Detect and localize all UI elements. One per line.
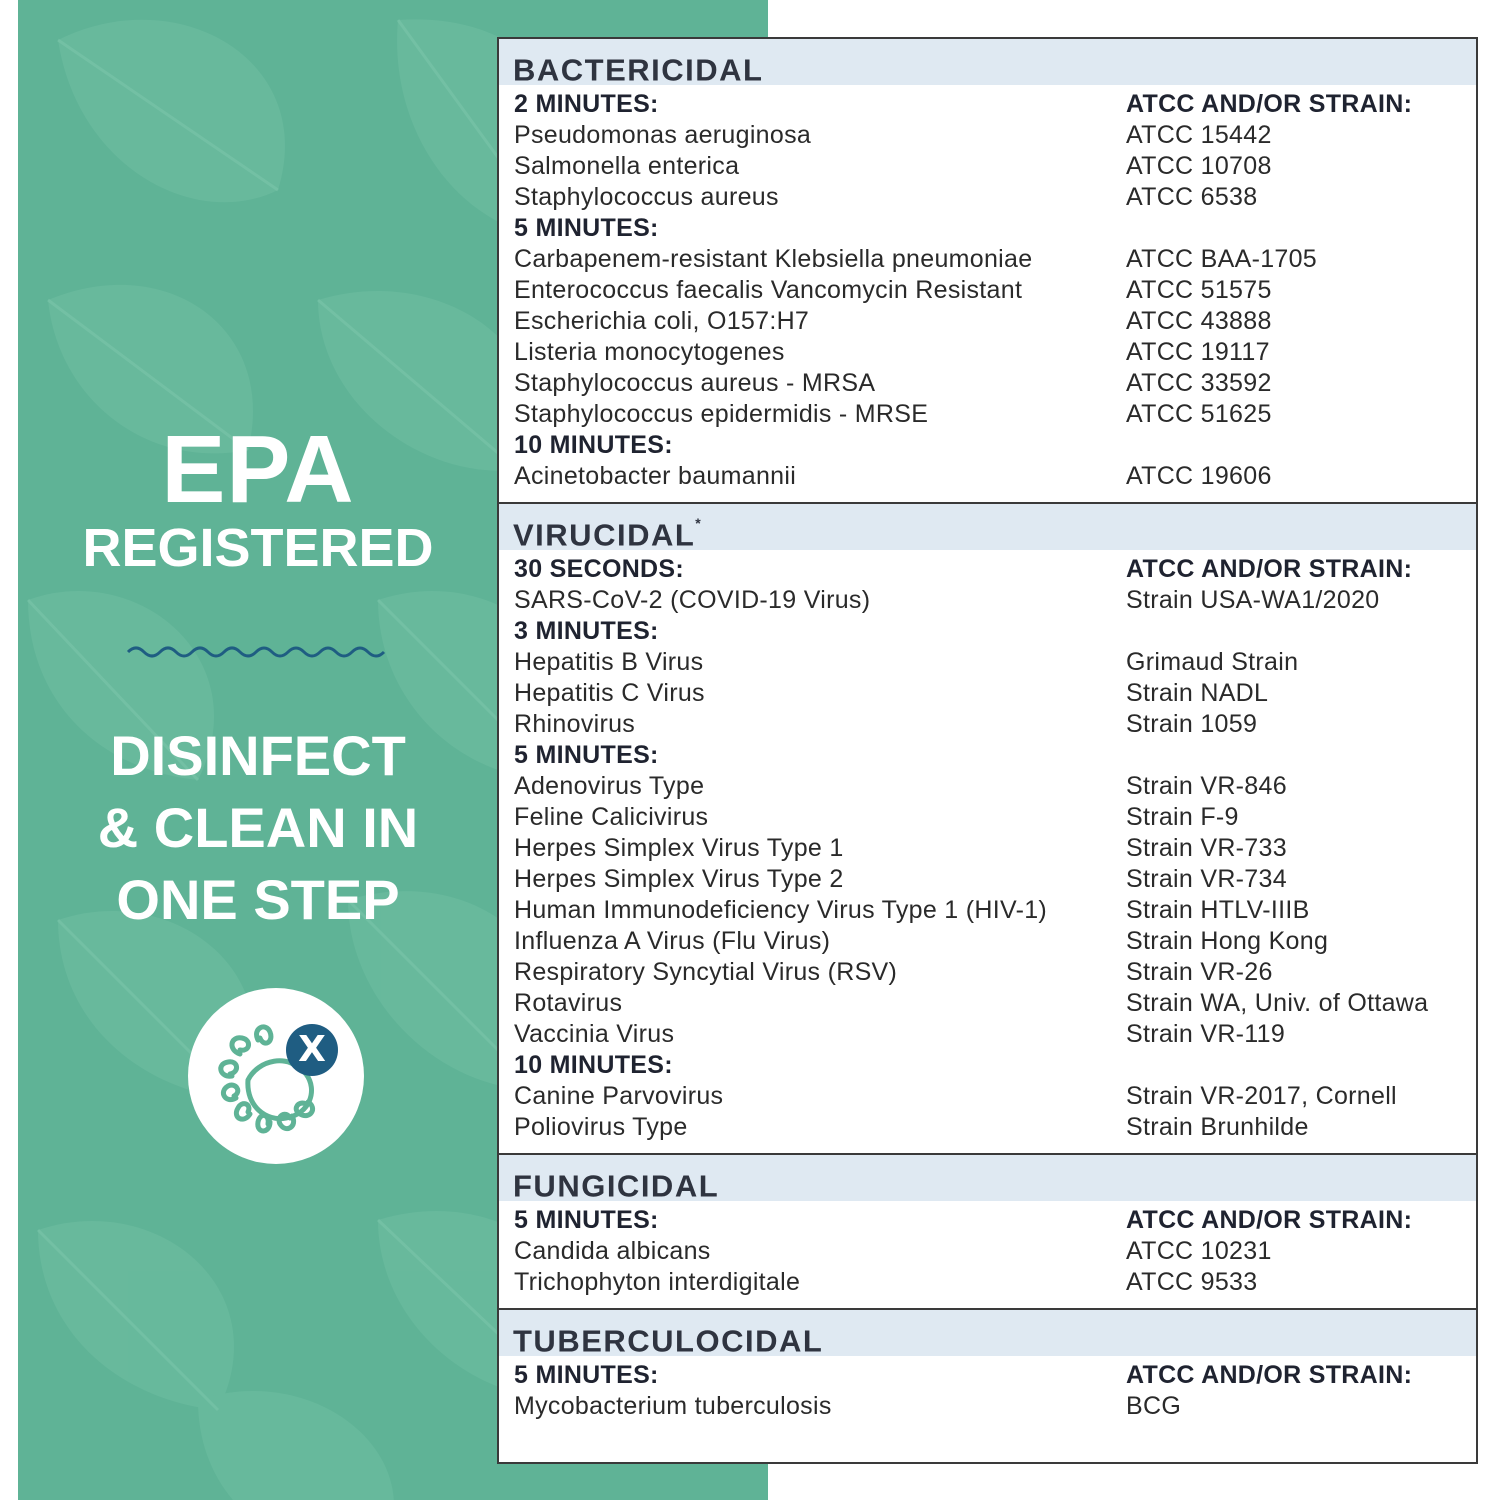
organism: Canine Parvovirus: [514, 1082, 724, 1110]
organism: Herpes Simplex Virus Type 1: [514, 834, 844, 862]
time-label: 5 MINUTES:: [514, 214, 659, 242]
time-label: 2 MINUTES:: [514, 90, 659, 118]
group-header-row: [499, 1205, 1476, 1236]
strain: Grimaud Strain: [1126, 648, 1299, 676]
group-header-row: [499, 554, 1476, 585]
organism: Carbapenem-resistant Klebsiella pneumoniae: [514, 245, 1033, 273]
organism: Influenza A Virus (Flu Virus): [514, 927, 831, 955]
table-row: [499, 678, 1476, 709]
organism: Mycobacterium tuberculosis: [514, 1392, 832, 1420]
table-row: [499, 1112, 1476, 1143]
table-row: [499, 182, 1476, 213]
strain: Strain VR-119: [1126, 1020, 1286, 1048]
strain: ATCC BAA-1705: [1126, 245, 1318, 273]
organism: Rhinovirus: [514, 710, 636, 738]
germ-badge: [188, 988, 364, 1164]
table-row: [499, 275, 1476, 306]
tagline-line-2: & CLEAN IN: [97, 796, 419, 859]
germ-crossed-icon: [188, 988, 364, 1164]
organism: Escherichia coli, O157:H7: [514, 307, 810, 335]
table-row: [499, 864, 1476, 895]
section-virucidal: [499, 502, 1476, 1153]
table-row: [499, 802, 1476, 833]
strain-header: ATCC AND/OR STRAIN:: [1126, 90, 1413, 118]
table-row: [499, 368, 1476, 399]
organism: Adenovirus Type: [514, 772, 705, 800]
organism: Rotavirus: [514, 989, 623, 1017]
strain: Strain VR-846: [1126, 772, 1287, 800]
organism: Pseudomonas aeruginosa: [514, 121, 812, 149]
strain: Strain F-9: [1126, 803, 1239, 831]
group-header-row: [499, 1050, 1476, 1081]
strain: Strain VR-2017, Cornell: [1126, 1082, 1397, 1110]
strain: BCG: [1126, 1392, 1182, 1420]
organism: Trichophyton interdigitale: [514, 1268, 801, 1296]
badge-x-mark: X: [298, 1029, 326, 1070]
strain: Strain Hong Kong: [1126, 927, 1329, 955]
table-row: [499, 926, 1476, 957]
strain: Strain USA-WA1/2020: [1126, 586, 1380, 614]
time-label: 3 MINUTES:: [514, 617, 659, 645]
organism: Staphylococcus aureus: [514, 183, 779, 211]
organism: Hepatitis C Virus: [514, 679, 705, 707]
time-label: 5 MINUTES:: [514, 1206, 659, 1234]
table-row: [499, 151, 1476, 182]
time-label: 30 SECONDS:: [514, 555, 685, 583]
strain: ATCC 43888: [1126, 307, 1272, 335]
table-row: [499, 957, 1476, 988]
strain: ATCC 33592: [1126, 369, 1272, 397]
strain-header: ATCC AND/OR STRAIN:: [1126, 1361, 1413, 1389]
group-header-row: [499, 213, 1476, 244]
table-row: [499, 1391, 1476, 1422]
organism: Poliovirus Type: [514, 1113, 688, 1141]
table-row: [499, 988, 1476, 1019]
time-label: 10 MINUTES:: [514, 1051, 673, 1079]
tagline: [18, 720, 498, 936]
table-row: [499, 306, 1476, 337]
strain: ATCC 9533: [1126, 1268, 1258, 1296]
section-title: [499, 39, 1476, 88]
strain: Strain VR-733: [1126, 834, 1287, 862]
organism: Herpes Simplex Virus Type 2: [514, 865, 844, 893]
organism: Salmonella enterica: [514, 152, 740, 180]
table-row: [499, 461, 1476, 492]
table-row: [499, 833, 1476, 864]
strain: ATCC 15442: [1126, 121, 1272, 149]
time-label: 10 MINUTES:: [514, 431, 673, 459]
group-header-row: [499, 616, 1476, 647]
section-title: [499, 1155, 1476, 1204]
organism: Listeria monocytogenes: [514, 338, 785, 366]
strain: ATCC 51625: [1126, 400, 1272, 428]
organism: Vaccinia Virus: [514, 1020, 675, 1048]
wave-divider: [126, 640, 388, 660]
organism: Hepatitis B Virus: [514, 648, 704, 676]
section-fungicidal: [499, 1153, 1476, 1308]
table-row: [499, 895, 1476, 926]
section-title-sup: *: [695, 515, 701, 531]
strain: Strain Brunhilde: [1126, 1113, 1309, 1141]
strain: Strain VR-26: [1126, 958, 1273, 986]
table-row: [499, 399, 1476, 430]
strain: ATCC 51575: [1126, 276, 1272, 304]
table-row: [499, 585, 1476, 616]
table-row: [499, 647, 1476, 678]
epa-title: EPA: [161, 416, 355, 523]
organism: Enterococcus faecalis Vancomycin Resistant: [514, 276, 1023, 304]
organism: Candida albicans: [514, 1237, 711, 1265]
group-header-row: [499, 89, 1476, 120]
time-label: 5 MINUTES:: [514, 1361, 659, 1389]
organism: Human Immunodeficiency Virus Type 1 (HIV-1): [514, 896, 1048, 924]
section-title: [499, 504, 1476, 553]
tagline-line-3: ONE STEP: [116, 868, 400, 931]
organism: Feline Calicivirus: [514, 803, 709, 831]
efficacy-table: [497, 37, 1478, 1464]
strain-header: ATCC AND/OR STRAIN:: [1126, 555, 1413, 583]
strain: ATCC 19117: [1126, 338, 1270, 366]
group-header-row: [499, 430, 1476, 461]
epa-subtitle: REGISTERED: [82, 518, 434, 578]
section-title: [499, 1310, 1476, 1359]
section-title-text: VIRUCIDAL: [513, 517, 696, 553]
section-title-text: TUBERCULOCIDAL: [513, 1323, 824, 1359]
table-row: [499, 244, 1476, 275]
group-header-row: [499, 740, 1476, 771]
organism: Staphylococcus epidermidis - MRSE: [514, 400, 929, 428]
table-row: [499, 709, 1476, 740]
strain: ATCC 19606: [1126, 462, 1272, 490]
strain: Strain HTLV-IIIB: [1126, 896, 1310, 924]
strain-header: ATCC AND/OR STRAIN:: [1126, 1206, 1413, 1234]
section-title-text: BACTERICIDAL: [513, 52, 764, 88]
table-row: [499, 1236, 1476, 1267]
strain: Strain VR-734: [1126, 865, 1287, 893]
table-row: [499, 771, 1476, 802]
table-row: [499, 1081, 1476, 1112]
section-title-text: FUNGICIDAL: [513, 1168, 720, 1204]
time-label: 5 MINUTES:: [514, 741, 659, 769]
table-row: [499, 1267, 1476, 1298]
section-bactericidal: [499, 39, 1476, 502]
strain: Strain WA, Univ. of Ottawa: [1126, 989, 1429, 1017]
tagline-line-1: DISINFECT: [110, 724, 406, 787]
strain: Strain 1059: [1126, 710, 1258, 738]
organism: Acinetobacter baumannii: [514, 462, 797, 490]
organism: Respiratory Syncytial Virus (RSV): [514, 958, 898, 986]
table-row: [499, 337, 1476, 368]
strain: ATCC 10231: [1126, 1237, 1272, 1265]
strain: ATCC 10708: [1126, 152, 1272, 180]
table-row: [499, 120, 1476, 151]
group-header-row: [499, 1360, 1476, 1391]
strain: Strain NADL: [1126, 679, 1269, 707]
organism: SARS-CoV-2 (COVID-19 Virus): [514, 586, 871, 614]
section-tuberculocidal: [499, 1308, 1476, 1432]
organism: Staphylococcus aureus - MRSA: [514, 369, 876, 397]
strain: ATCC 6538: [1126, 183, 1258, 211]
table-row: [499, 1019, 1476, 1050]
